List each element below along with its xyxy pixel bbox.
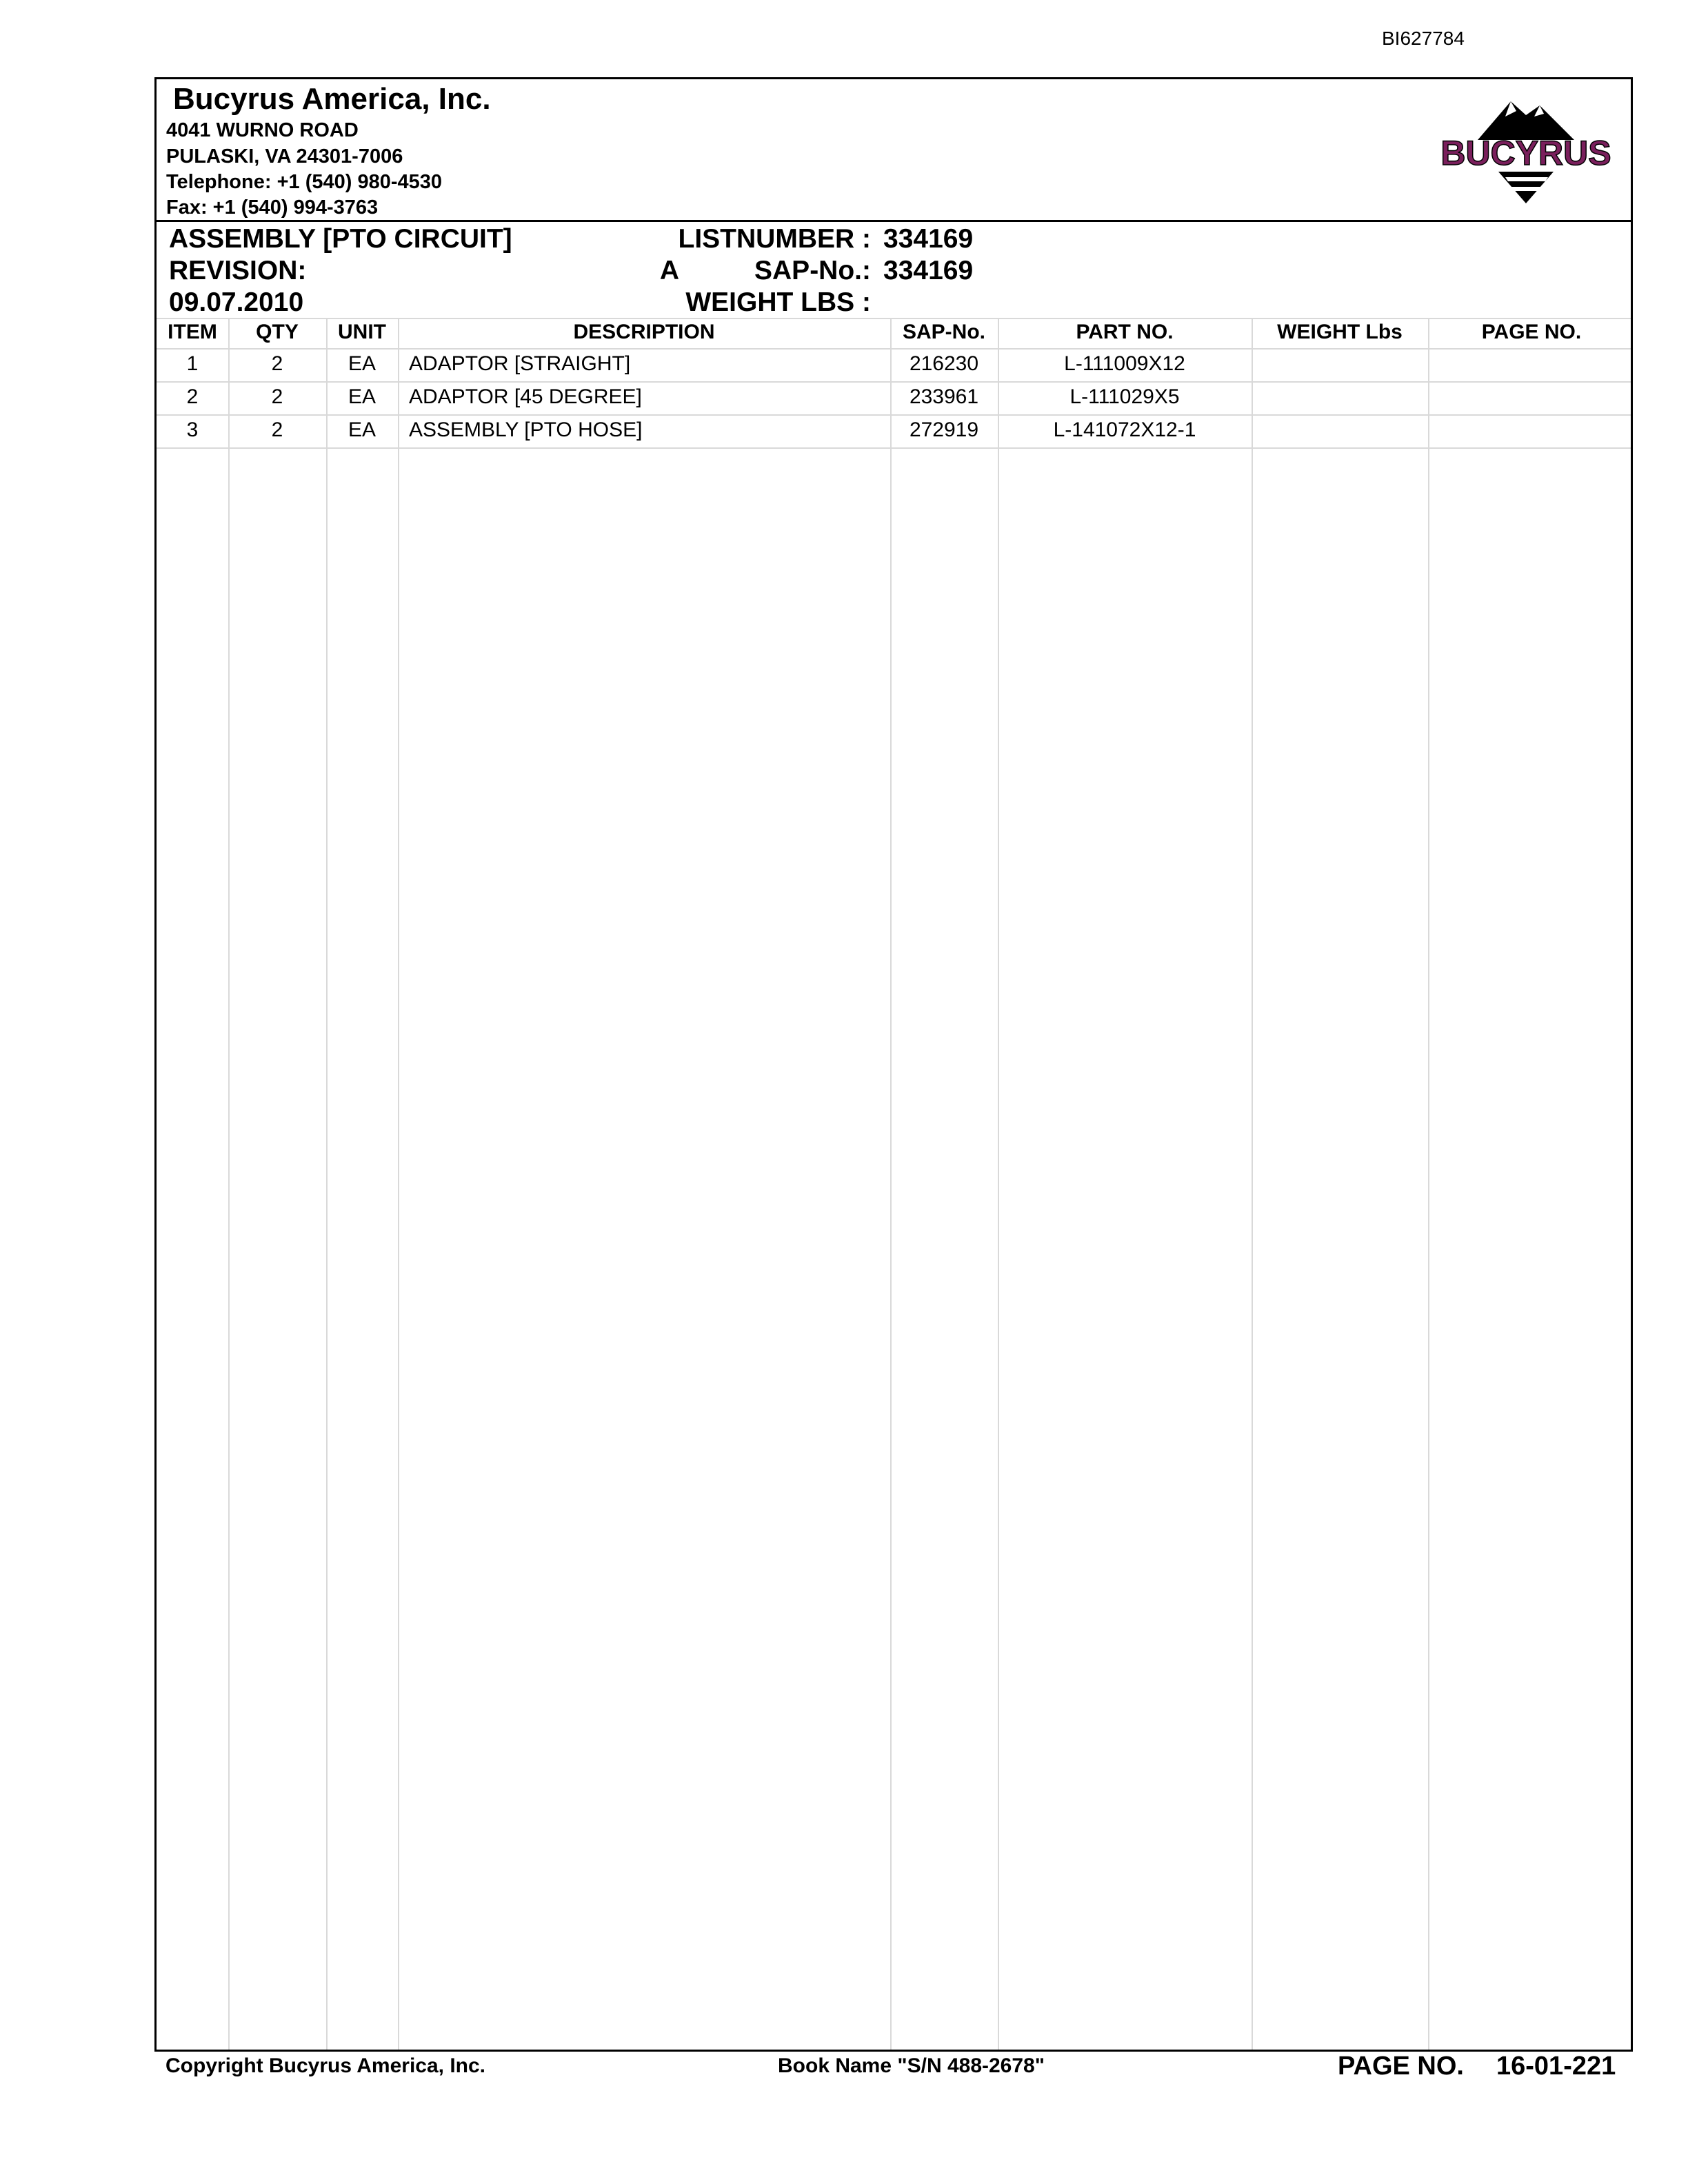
document-id: BI627784 bbox=[1382, 28, 1465, 49]
cell-part: L-111009X12 bbox=[1064, 352, 1185, 375]
column-divider bbox=[998, 318, 999, 2050]
column-divider bbox=[228, 318, 230, 2050]
cell-sap: 272919 bbox=[909, 418, 979, 441]
cell-unit: EA bbox=[348, 418, 376, 441]
column-divider bbox=[326, 318, 328, 2050]
cell-item: 3 bbox=[186, 418, 199, 441]
book-name: Book Name "S/N 488-2678" bbox=[778, 2054, 1045, 2077]
cell-description: ADAPTOR [STRAIGHT] bbox=[409, 352, 631, 375]
cell-qty: 2 bbox=[271, 352, 283, 375]
column-divider bbox=[1252, 318, 1253, 2050]
page-number-label: PAGE NO. bbox=[1338, 2052, 1464, 2081]
cell-qty: 2 bbox=[271, 385, 283, 408]
cell-sap: 233961 bbox=[909, 385, 979, 408]
cell-part: L-111029X5 bbox=[1069, 385, 1180, 408]
column-header-weight: WEIGHT Lbs bbox=[1277, 321, 1403, 343]
address-line-2: PULASKI, VA 24301-7006 bbox=[166, 145, 403, 168]
revision-value: A bbox=[659, 256, 679, 285]
cell-description: ADAPTOR [45 DEGREE] bbox=[409, 385, 642, 408]
column-header-qty: QTY bbox=[256, 321, 299, 343]
column-header-part: PART NO. bbox=[1076, 321, 1174, 343]
table-top-rule bbox=[157, 318, 1631, 319]
column-header-sap: SAP-No. bbox=[903, 321, 985, 343]
telephone: Telephone: +1 (540) 980-4530 bbox=[166, 171, 443, 193]
column-header-page: PAGE NO. bbox=[1481, 321, 1582, 343]
column-divider bbox=[890, 318, 892, 2050]
weight-label: WEIGHT LBS : bbox=[685, 287, 871, 317]
column-header-unit: UNIT bbox=[338, 321, 386, 343]
cell-qty: 2 bbox=[271, 418, 283, 441]
sap-label: SAP-No.: bbox=[754, 256, 871, 285]
cell-description: ASSEMBLY [PTO HOSE] bbox=[409, 418, 643, 441]
cell-sap: 216230 bbox=[909, 352, 979, 375]
column-header-item: ITEM bbox=[168, 321, 217, 343]
row-rule bbox=[157, 447, 1631, 449]
cell-item: 1 bbox=[186, 352, 199, 375]
document-date: 09.07.2010 bbox=[169, 287, 304, 317]
assembly-title: ASSEMBLY [PTO CIRCUIT] bbox=[169, 224, 512, 254]
parts-table bbox=[157, 79, 1631, 2050]
column-header-description: DESCRIPTION bbox=[573, 321, 715, 343]
cell-unit: EA bbox=[348, 385, 376, 408]
parts-list-frame bbox=[154, 77, 1633, 2052]
copyright: Copyright Bucyrus America, Inc. bbox=[165, 2054, 486, 2077]
page-number-value: 16-01-221 bbox=[1496, 2052, 1616, 2081]
cell-unit: EA bbox=[348, 352, 376, 375]
revision-label: REVISION: bbox=[169, 256, 307, 285]
column-divider bbox=[398, 318, 399, 2050]
svg-text:BUCYRUS: BUCYRUS bbox=[1440, 134, 1611, 172]
cell-item: 2 bbox=[186, 385, 199, 408]
company-name: Bucyrus America, Inc. bbox=[173, 82, 491, 116]
fax: Fax: +1 (540) 994-3763 bbox=[166, 196, 379, 219]
listnumber-label: LISTNUMBER : bbox=[678, 224, 871, 254]
address-line-1: 4041 WURNO ROAD bbox=[166, 119, 359, 141]
cell-part: L-141072X12-1 bbox=[1053, 418, 1196, 441]
row-rule bbox=[157, 381, 1631, 383]
listnumber-value: 334169 bbox=[883, 224, 974, 254]
row-rule bbox=[157, 414, 1631, 416]
column-divider bbox=[1428, 318, 1429, 2050]
table-header-rule bbox=[157, 348, 1631, 350]
sap-value: 334169 bbox=[883, 256, 974, 285]
